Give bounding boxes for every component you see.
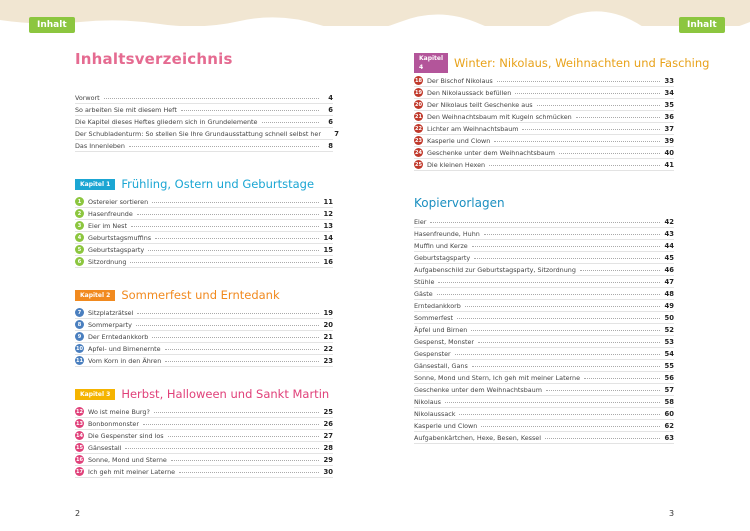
chapter-chip: Kapitel 2 (75, 290, 115, 301)
list-item[interactable]: Der Schubladenturm: So stellen Sie Ihre Grundausstattung schnell selbst her 7 (75, 128, 333, 140)
chapter-1 (75, 176, 333, 268)
chapter-title: Herbst, Halloween und Sankt Martin (121, 387, 330, 401)
list-item[interactable]: Hasenfreunde, Huhn 43 (414, 228, 674, 240)
list-item[interactable]: 3 Eier im Nest 13 (75, 220, 333, 232)
list-item[interactable]: Geburtstagsparty 45 (414, 252, 674, 264)
list-item[interactable]: 19 Den Nikolaussack befüllen 34 (414, 87, 674, 99)
page-title: Inhaltsverzeichnis (75, 50, 233, 68)
kopiervorlagen-section (414, 196, 674, 444)
chapter-heading (75, 176, 333, 192)
chapter-heading (414, 55, 710, 71)
list-item[interactable]: Stühle 47 (414, 276, 674, 288)
list-item[interactable]: Gespenst, Monster 53 (414, 336, 674, 348)
list-item[interactable]: Sommerfest 50 (414, 312, 674, 324)
header-tag-left: Inhalt (29, 17, 75, 33)
chapter-title: Sommerfest und Erntedank (121, 288, 280, 302)
list-item[interactable]: Aufgabenkärtchen, Hexe, Besen, Kessel 63 (414, 432, 674, 444)
list-item[interactable]: Kasperle und Clown 62 (414, 420, 674, 432)
list-item[interactable]: 2 Hasenfreunde 12 (75, 208, 333, 220)
chapter-4 (414, 55, 710, 171)
list-item[interactable]: Äpfel und Birnen 52 (414, 324, 674, 336)
page-number-right: 3 (669, 509, 675, 518)
list-item[interactable]: Sonne, Mond und Stern, Ich geh mit meiner Laterne 56 (414, 372, 674, 384)
list-item[interactable]: So arbeiten Sie mit diesem Heft 6 (75, 104, 333, 116)
page-number-left: 2 (75, 509, 81, 518)
list-item[interactable]: 5 Geburtstagsparty 15 (75, 244, 333, 256)
list-item[interactable]: Gäste 48 (414, 288, 674, 300)
list-item[interactable]: 1 Ostereier sortieren 11 (75, 196, 333, 208)
list-item[interactable]: 21 Den Weihnachtsbaum mit Kugeln schmücken 36 (414, 111, 674, 123)
chapter-3 (75, 386, 333, 478)
list-item[interactable]: Das Innenleben 8 (75, 140, 333, 152)
chapter-heading (75, 287, 333, 303)
list-item[interactable]: Die Kapitel dieses Heftes gliedern sich in Grundelemente 6 (75, 116, 333, 128)
list-item[interactable]: 9 Der Erntedankkorb 21 (75, 331, 333, 343)
chapter-chip: Kapitel 3 (75, 389, 115, 400)
chapter-chip: Kapitel 1 (75, 179, 115, 190)
torn-edge-decoration (0, 0, 750, 32)
list-item[interactable]: Erntedankkorb 49 (414, 300, 674, 312)
list-item[interactable]: 8 Sommerparty 20 (75, 319, 333, 331)
list-item[interactable]: Gänsestall, Gans 55 (414, 360, 674, 372)
list-item[interactable]: 25 Die kleinen Hexen 41 (414, 159, 674, 171)
list-item[interactable]: Aufgabenschild zur Geburtstagsparty, Sitzordnung 46 (414, 264, 674, 276)
list-item[interactable]: 4 Geburtstagsmuffins 14 (75, 232, 333, 244)
kopiervorlagen-title: Kopiervorlagen (414, 196, 505, 210)
list-item[interactable]: 23 Kasperle und Clown 39 (414, 135, 674, 147)
list-item[interactable]: Geschenke unter dem Weihnachtsbaum 57 (414, 384, 674, 396)
list-item[interactable]: 24 Geschenke unter dem Weihnachtsbaum 40 (414, 147, 674, 159)
list-item[interactable]: 7 Sitzplatzrätsel 19 (75, 307, 333, 319)
list-item[interactable]: Vorwort 4 (75, 92, 333, 104)
header-band (0, 0, 750, 26)
list-item[interactable]: 14 Die Gespenster sind los 27 (75, 430, 333, 442)
chapter-title: Frühling, Ostern und Geburtstage (121, 177, 315, 191)
list-item[interactable]: 15 Gänsestall 28 (75, 442, 333, 454)
list-item[interactable]: Gespenster 54 (414, 348, 674, 360)
left-page (75, 50, 339, 476)
list-item[interactable]: 11 Vom Korn in den Ähren 23 (75, 355, 333, 367)
list-item[interactable]: 10 Apfel- und Birnenernte 22 (75, 343, 333, 355)
list-item[interactable]: Muffin und Kerze 44 (414, 240, 674, 252)
list-item[interactable]: 18 Der Bischof Nikolaus 33 (414, 75, 674, 87)
list-item[interactable]: 12 Wo ist meine Burg? 25 (75, 406, 333, 418)
chapter-heading (75, 386, 333, 402)
list-item[interactable]: 22 Lichter am Weihnachtsbaum 37 (414, 123, 674, 135)
intro-list (75, 92, 339, 152)
list-item[interactable]: Eier 42 (414, 216, 674, 228)
chapter-2 (75, 287, 333, 367)
list-item[interactable]: 13 Bonbonmonster 26 (75, 418, 333, 430)
list-item[interactable]: Nikolaussack 60 (414, 408, 674, 420)
list-item[interactable]: 17 Ich geh mit meiner Laterne 30 (75, 466, 333, 478)
list-item[interactable]: 6 Sitzordnung 16 (75, 256, 333, 268)
chapter-chip: Kapitel 4 (414, 53, 448, 73)
list-item[interactable]: 16 Sonne, Mond und Sterne 29 (75, 454, 333, 466)
header-tag-right: Inhalt (679, 17, 725, 33)
list-item[interactable]: Nikolaus 58 (414, 396, 674, 408)
chapter-title: Winter: Nikolaus, Weihnachten und Fasching (454, 56, 710, 70)
list-item[interactable]: 20 Der Nikolaus teilt Geschenke aus 35 (414, 99, 674, 111)
